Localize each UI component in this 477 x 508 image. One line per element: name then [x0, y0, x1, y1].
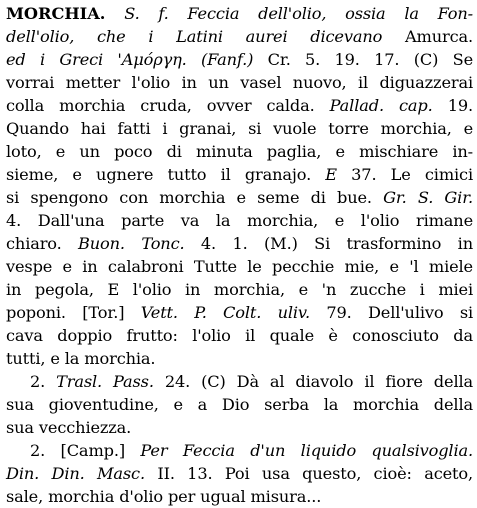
entry-line-8: [6, 163, 473, 186]
quotation-text: 37. Le cimici: [336, 165, 473, 184]
greek-reference: ed i Greci 'Αμόργη. (Fanf.): [6, 50, 268, 69]
entry-line-6: [6, 117, 473, 140]
quotation-text: tutti, e la morchia.: [6, 349, 156, 368]
quotation-text: si spengono con morchia e seme di bue.: [6, 188, 384, 207]
latin-term: Amurca.: [404, 27, 473, 46]
quotation-text: poponi. [Tor.]: [6, 303, 141, 322]
quotation-text: cava doppio frutto: l'olio il quale è conosciuto da: [6, 326, 473, 345]
entry-line-4: [6, 71, 473, 94]
quotation-text: loto, e un poco di minuta paglia, e mischiare in-: [6, 142, 473, 161]
entry-line-14: [6, 301, 473, 324]
entry-line-16: [6, 347, 473, 370]
entry-line-7: [6, 140, 473, 163]
source-abbrev: E: [325, 165, 337, 184]
entry-line-1: [6, 2, 473, 25]
source-abbrev: Pallad. cap.: [329, 96, 433, 115]
definition-text: S. f. Feccia dell'olio, ossia la Fon-: [124, 4, 474, 23]
definition-text: dell'olio, che i Latini aurei dicevano: [6, 27, 405, 46]
quotation-text: sua gioventudine, e a Dio serba la morchia della: [6, 395, 473, 414]
source-abbrev: Gr. S. Gir.: [383, 188, 473, 207]
entry-line-20: [30, 439, 473, 462]
quotation-text: sale, morchia d'olio per ugual misura...: [6, 487, 322, 506]
quotation-text: vespe e in calabroni Tutte le pecchie mie, e 'l miele: [6, 257, 473, 276]
quotation-text: II. 13. Poi usa questo, cioè: aceto,: [144, 464, 473, 483]
quotation-text: 79. Dell'ulivo si: [309, 303, 474, 322]
entry-line-17: [30, 370, 473, 393]
entry-line-2: [6, 25, 473, 48]
entry-line-10: [6, 209, 473, 232]
citation: Cr. 5. 19. 17. (C) Se: [267, 50, 474, 69]
sense-number: 2.: [30, 372, 57, 391]
citation-number: 19.: [432, 96, 473, 115]
entry-line-22: [6, 485, 473, 508]
entry-line-21: [6, 462, 473, 485]
quotation-text: 4. 1. (M.) Si trasformino in: [184, 234, 473, 253]
entry-line-3: [6, 48, 473, 71]
entry-line-9: [6, 186, 473, 209]
quotation-text: 24. (C) Dà al diavolo il fiore della: [153, 372, 473, 391]
source-abbrev: Buon. Tonc.: [78, 234, 185, 253]
quotation-text: chiaro.: [6, 234, 79, 253]
source-abbrev: Vett. P. Colt. uliv.: [140, 303, 310, 322]
entry-line-11: [6, 232, 473, 255]
quotation-text: Quando hai fatti i granai, si vuole torre morchia, e: [6, 119, 473, 138]
source-abbrev: Trasl. Pass.: [56, 372, 154, 391]
source-abbrev: Din. Din. Masc.: [6, 464, 145, 483]
entry-line-19: [6, 416, 473, 439]
quotation-text: sua vecchiezza.: [6, 418, 132, 437]
entry-line-13: [6, 278, 473, 301]
quotation-text: 4. Dall'una parte va la morchia, e l'olio rimane: [6, 211, 473, 230]
quotation-text: sieme, e ugnere tutto il granajo.: [6, 165, 326, 184]
definition-text: Per Feccia d'un liquido qualsivoglia.: [140, 441, 473, 460]
quotation-text: vorrai metter l'olio in un vasel nuovo, il diguazzerai: [6, 73, 473, 92]
quotation-text: in pegola, E l'olio in morchia, e 'n zucche i miei: [6, 280, 473, 299]
headword: MORCHIA.: [6, 4, 106, 23]
entry-line-5: [6, 94, 473, 117]
entry-line-12: [6, 255, 473, 278]
quotation-text: colla morchia cruda, ovver calda.: [6, 96, 330, 115]
entry-line-15: [6, 324, 473, 347]
entry-line-18: [6, 393, 473, 416]
sense-number: 2. [Camp.]: [30, 441, 141, 460]
